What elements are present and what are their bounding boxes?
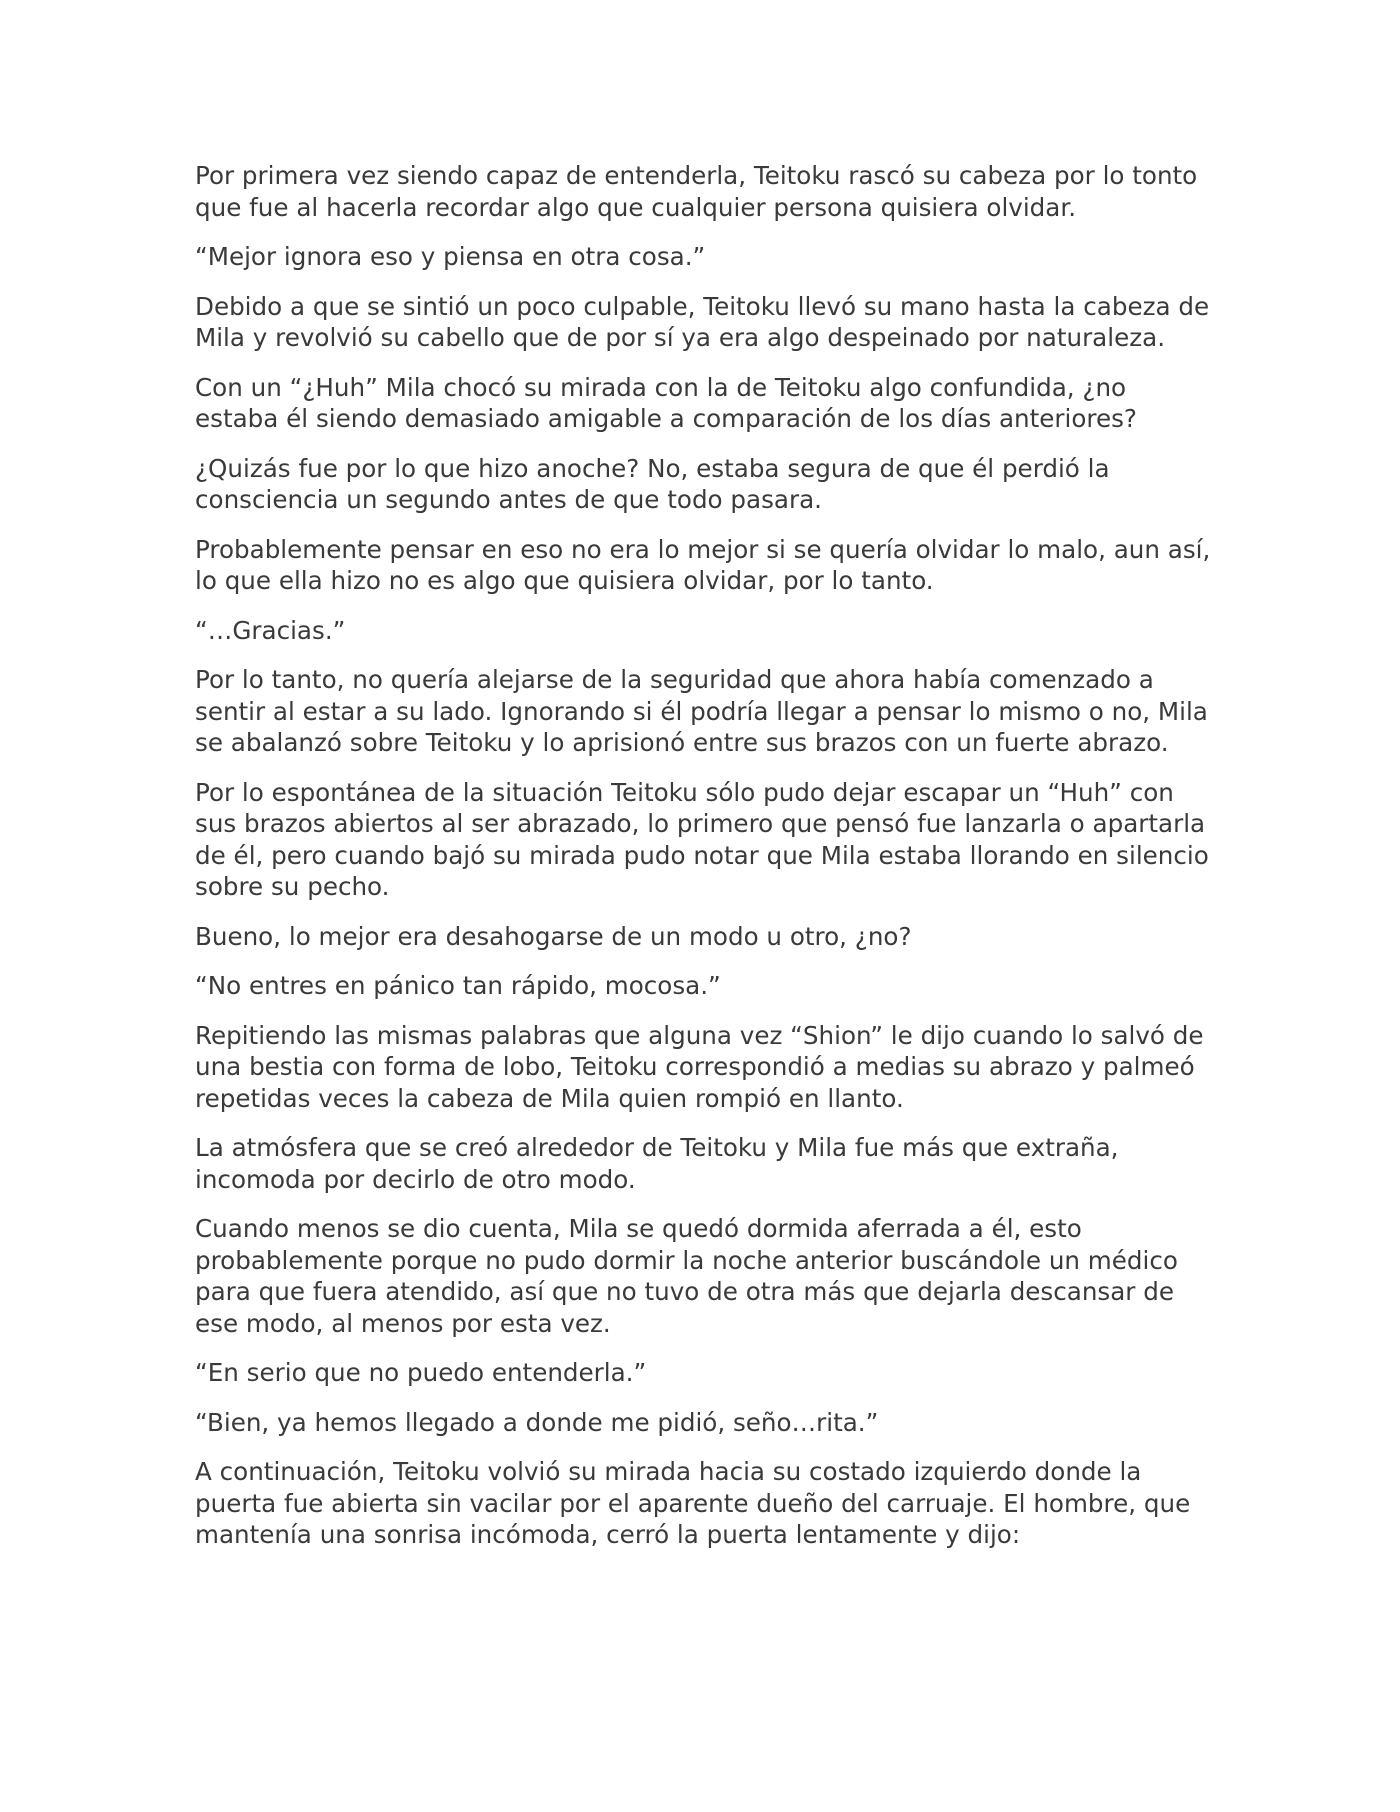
paragraph: La atmósfera que se creó alrededor de Teitoku y Mila fue más que extraña, incomoda por decirlo de otro modo. bbox=[195, 1133, 1119, 1194]
paragraph: Cuando menos se dio cuenta, Mila se quedó dormida aferrada a él, esto probablemente porque no pudo dormir la noche anterior buscándole un médico para que fuera atendido, así que no tuvo de otra más que dejarla descansar de ese modo, al menos por esta vez. bbox=[195, 1214, 1178, 1338]
dialogue-line: “No entres en pánico tan rápido, mocosa.” bbox=[195, 971, 721, 1000]
dialogue-line: “En serio que no puedo entenderla.” bbox=[195, 1358, 647, 1387]
dialogue-line: “Mejor ignora eso y piensa en otra cosa.” bbox=[195, 242, 706, 271]
paragraph: Con un “¿Huh” Mila chocó su mirada con la de Teitoku algo confundida, ¿no estaba él siendo demasiado amigable a comparación de los días anteriores? bbox=[195, 372, 1137, 433]
paragraph: A continuación, Teitoku volvió su mirada hacia su costado izquierdo donde la puerta fue abierta sin vacilar por el aparente dueño del carruaje. El hombre, que mantenía una sonrisa incómoda, cerró la puerta lentamente y dijo: bbox=[195, 1457, 1191, 1549]
paragraph: Por lo tanto, no quería alejarse de la seguridad que ahora había comenzado a sentir al estar a su lado. Ignorando si él podría llegar a pensar lo mismo o no, Mila se abalanzó sobre Teitoku y lo aprisionó entre sus brazos con un fuerte abrazo. bbox=[195, 665, 1208, 757]
paragraph: ¿Quizás fue por lo que hizo anoche? No, estaba segura de que él perdió la consciencia un segundo antes de que todo pasara. bbox=[195, 453, 1110, 514]
dialogue-line: “…Gracias.” bbox=[195, 615, 346, 645]
dialogue-line: “Bien, ya hemos llegado a donde me pidió, seño…rita.” bbox=[195, 1407, 879, 1437]
paragraph: Por lo espontánea de la situación Teitoku sólo pudo dejar escapar un “Huh” con sus brazos abiertos al ser abrazado, lo primero que pensó fue lanzarla o apartarla de él, pero cuando bajó su mirada pudo notar que Mila estaba llorando en silencio sobre su pecho. bbox=[195, 777, 1209, 901]
paragraph: Por primera vez siendo capaz de entenderla, Teitoku rascó su cabeza por lo tonto que fue al hacerla recordar algo que cualquier persona quisiera olvidar. bbox=[195, 161, 1198, 222]
paragraph: Debido a que se sintió un poco culpable, Teitoku llevó su mano hasta la cabeza de Mila y revolvió su cabello que de por sí ya era algo despeinado por naturaleza. bbox=[195, 291, 1210, 352]
paragraph: Probablemente pensar en eso no era lo mejor si se quería olvidar lo malo, aun así, lo que ella hizo no es algo que quisiera olvidar, por lo tanto. bbox=[195, 534, 1211, 595]
paragraph: Bueno, lo mejor era desahogarse de un modo u otro, ¿no? bbox=[195, 921, 912, 951]
paragraph: Repitiendo las mismas palabras que alguna vez “Shion” le dijo cuando lo salvó de una bestia con forma de lobo, Teitoku correspondió a medias su abrazo y palmeó repetidas veces la cabeza de Mila quien rompió en llanto. bbox=[195, 1020, 1204, 1113]
document-body bbox=[195, 160, 1215, 1569]
